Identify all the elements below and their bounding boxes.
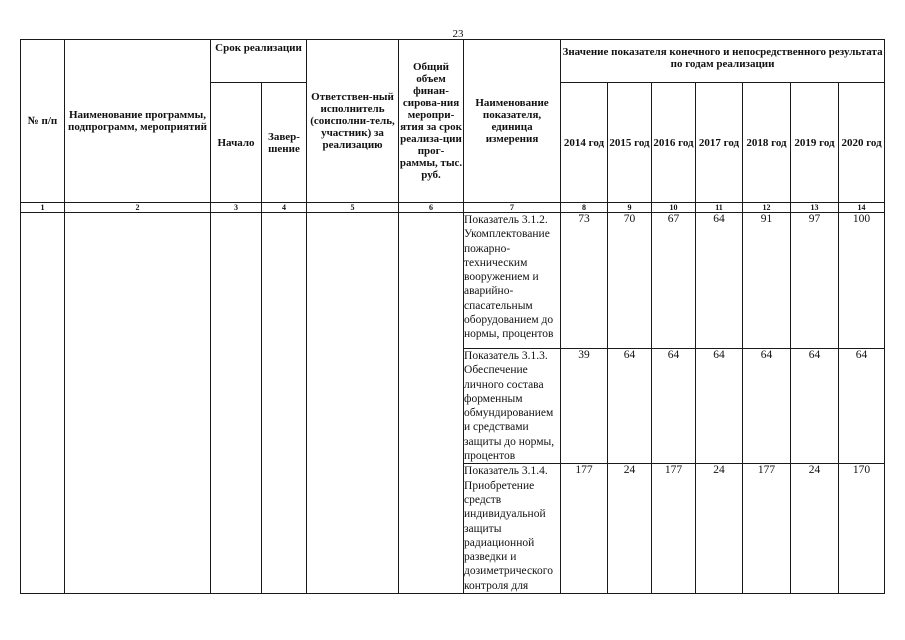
cell-volume-empty [399,213,464,594]
program-table [20,39,885,594]
column-number: 2 [65,203,211,213]
header-indicator: Наименование показателя, единица измерения [464,40,561,203]
column-number: 1 [21,203,65,213]
value-cell: 64 [791,349,839,464]
header-year-2019: 2019 год [791,83,839,203]
header-values-group: Значение показателя конечного и непосредственного результата по годам реализации [561,40,885,83]
cell-end-empty [262,213,307,594]
header-volume: Общий объем финан-сирова-ния меропри-ятия за срок реализа-ции прог-раммы, тыс. руб. [399,40,464,203]
indicator-cell: Показатель 3.1.3. Обеспечение личного состава форменным обмундированием и средствами защиты до нормы, процентов [464,349,561,464]
column-number: 11 [696,203,743,213]
header-start: Начало [211,83,262,203]
value-cell: 100 [839,213,885,349]
header-num: № п/п [21,40,65,203]
column-number: 4 [262,203,307,213]
header-period: Срок реализации [211,40,307,83]
value-cell: 170 [839,464,885,594]
value-cell: 97 [791,213,839,349]
value-cell: 64 [608,349,652,464]
column-number: 5 [307,203,399,213]
value-cell: 73 [561,213,608,349]
header-end: Завер-шение [262,83,307,203]
header-executor: Ответствен-ный исполнитель (соисполни-тель, участник) за реализацию [307,40,399,203]
header-year-2018: 2018 год [743,83,791,203]
table-row [21,213,885,349]
cell-executor-empty [307,213,399,594]
column-number: 13 [791,203,839,213]
page-number: 23 [452,28,464,40]
value-cell: 24 [791,464,839,594]
value-cell: 67 [652,213,696,349]
value-cell: 70 [608,213,652,349]
column-number: 7 [464,203,561,213]
column-number: 3 [211,203,262,213]
value-cell: 64 [743,349,791,464]
header-year-2020: 2020 год [839,83,885,203]
value-cell: 64 [839,349,885,464]
column-number: 9 [608,203,652,213]
column-number: 14 [839,203,885,213]
header-year-2016: 2016 год [652,83,696,203]
header-year-2014: 2014 год [561,83,608,203]
cell-start-empty [211,213,262,594]
cell-num-empty [21,213,65,594]
value-cell: 64 [696,349,743,464]
column-number: 10 [652,203,696,213]
column-number: 6 [399,203,464,213]
value-cell: 177 [652,464,696,594]
column-number: 12 [743,203,791,213]
header-year-2017: 2017 год [696,83,743,203]
value-cell: 177 [743,464,791,594]
value-cell: 24 [608,464,652,594]
header-name: Наименование программы, подпрограмм, мероприятий [65,40,211,203]
value-cell: 91 [743,213,791,349]
indicator-cell: Показатель 3.1.4. Приобретение средств индивидуальной защиты радиационной разведки и дозиметрического контроля для [464,464,561,594]
header-year-2015: 2015 год [608,83,652,203]
value-cell: 64 [696,213,743,349]
indicator-cell: Показатель 3.1.2. Укомплектование пожарно-техническим вооружением и аварийно-спасательным оборудованием до нормы, процентов [464,213,561,349]
value-cell: 24 [696,464,743,594]
value-cell: 39 [561,349,608,464]
column-number-row [21,203,885,213]
value-cell: 64 [652,349,696,464]
value-cell: 177 [561,464,608,594]
column-number: 8 [561,203,608,213]
cell-name-empty [65,213,211,594]
